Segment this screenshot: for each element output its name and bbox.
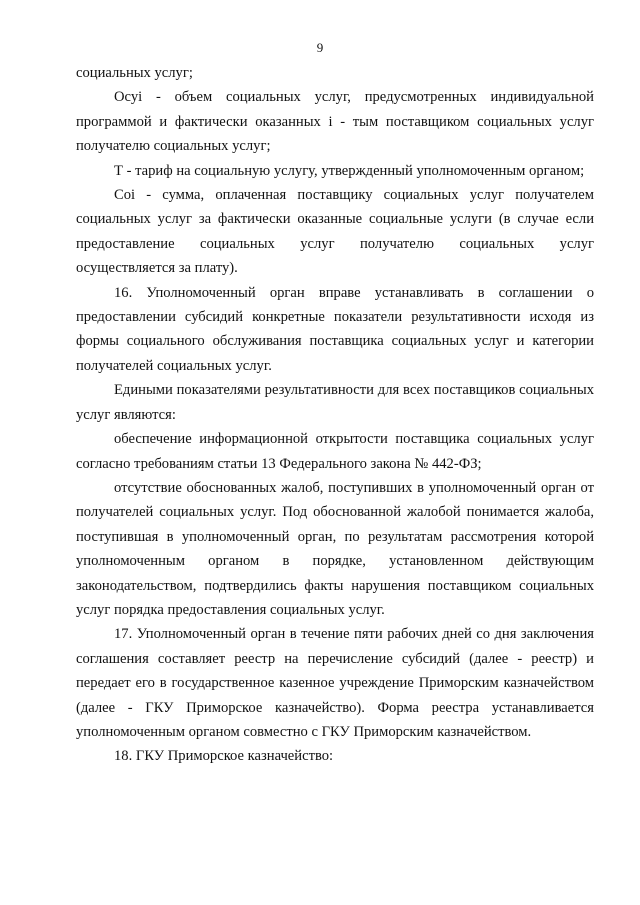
paragraph: Едиными показателями результативности для всех поставщиков социальных услуг являются: xyxy=(76,382,594,423)
page-number: 9 xyxy=(316,40,324,55)
paragraph: 18. ГКУ Приморское казначейство: xyxy=(114,748,334,765)
paragraph: Осуі - объем социальных услуг, предусмотренных индивидуальной программой и фактически оказанных і - тым поставщиком социальных услуг получателю социальных услуг; xyxy=(76,89,594,155)
paragraph: обеспечение информационной открытости поставщика социальных услуг согласно требованиям статьи 13 Федерального закона № 442-ФЗ; xyxy=(76,431,594,472)
paragraph: 17. Уполномоченный орган в течение пяти рабочих дней со дня заключения соглашения составляет реестр на перечисление субсидий (далее - реестр) и передает его в государственное казенное учреждение Приморским казначейством (далее - ГКУ Приморское казначейство). Форма реестра устанавливается уполномоченным органом совместно с ГКУ Приморским казначейством. xyxy=(76,626,594,740)
paragraph: 16. Уполномоченный орган вправе устанавливать в соглашении о предоставлении субсидий конкретные показатели результативности исходя из формы социального обслуживания поставщика социальных услуг и категории получателей социальных услуг. xyxy=(76,284,594,374)
paragraph: Т - тариф на социальную услугу, утвержденный уполномоченным органом; xyxy=(114,162,585,179)
paragraph: Соі - сумма, оплаченная поставщику социальных услуг получателем социальных услуг за фактически оказанные социальные услуги (в случае если предоставление социальных услуг получателю социальных услуг xyxy=(76,187,594,252)
document-body xyxy=(76,61,594,769)
paragraph: осуществляется за плату). xyxy=(76,260,238,277)
paragraph: отсутствие обоснованных жалоб, поступивших в уполномоченный орган от получателей социальных услуг. Под обоснованной жалобой понимается жалоба, поступившая в уполномоченный орган, по результатам рассмотрения которой уполномоченным органом в порядке, установленном действующим законодательством, подтвердились факты нарушения поставщиком социальных услуг порядка предоставления социальных услуг. xyxy=(76,479,594,618)
paragraph: социальных услуг; xyxy=(76,65,193,81)
